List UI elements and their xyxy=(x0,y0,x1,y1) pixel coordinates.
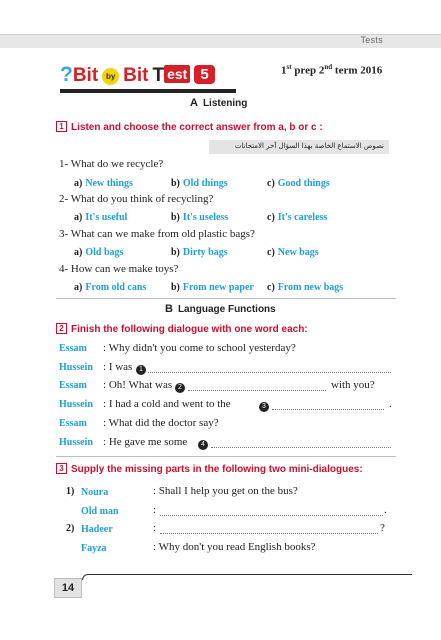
answer-option[interactable]: b) Dirty bags xyxy=(171,247,228,258)
answer-blank[interactable] xyxy=(211,439,391,448)
dialogue-line-end: ? xyxy=(380,522,385,534)
dialogue-line-end: with you? xyxy=(331,379,375,391)
question-text: 1- What do we recycle? xyxy=(59,158,164,170)
dialogue-instruction: 2 Finish the following dialogue with one word each: xyxy=(56,323,308,335)
dialogue-line: : I was xyxy=(103,361,133,373)
answer-option[interactable]: b) Old things xyxy=(171,178,228,189)
answer-blank[interactable] xyxy=(148,364,391,373)
dialogue-line: : Why didn't you come to school yesterday? xyxy=(103,342,296,354)
grade-term-label: 1st prep 2nd term 2016 xyxy=(281,63,383,77)
logo-underline xyxy=(60,89,236,93)
question-mark-icon: ? xyxy=(60,63,73,86)
speaker-name: Essam xyxy=(59,343,87,354)
speaker-name: Hussein xyxy=(59,437,93,448)
answer-option[interactable]: b) It's useless xyxy=(171,212,229,223)
answer-blank[interactable] xyxy=(188,382,326,391)
dialogue-line: : xyxy=(153,504,157,516)
blank-number-icon: 1 xyxy=(136,365,146,375)
arabic-note: نصوص الاستماع الخاصة بهذا السؤال آخر الامتحانات xyxy=(209,140,389,154)
speaker-name: Fayza xyxy=(81,543,107,554)
speaker-name: Hussein xyxy=(59,362,93,373)
speaker-name: Essam xyxy=(59,380,87,391)
answer-option[interactable]: c) From new bags xyxy=(267,282,344,293)
question-text: 3- What can we make from old plastic bags? xyxy=(59,228,255,240)
mini-dialogue-instruction: 3 Supply the missing parts in the following two mini-dialogues: xyxy=(56,463,363,475)
section-title-listening: A Listening xyxy=(190,97,248,109)
section-divider xyxy=(56,298,396,299)
dialogue-line: : xyxy=(153,522,157,534)
section-divider xyxy=(56,456,396,457)
answer-option[interactable]: a) Old bags xyxy=(74,247,124,258)
mini-dialogue-number: 2) xyxy=(66,523,75,534)
speaker-name: Hussein xyxy=(59,399,93,410)
by-badge-icon: by xyxy=(102,68,119,85)
dialogue-line: : Oh! What was xyxy=(103,379,173,391)
dialogue-line: : What did the doctor say? xyxy=(103,417,219,429)
question-number-box: 3 xyxy=(56,463,67,474)
answer-option[interactable]: a) From old cans xyxy=(74,282,147,293)
listening-instruction: 1 Listen and choose the correct answer from a, b or c : xyxy=(56,121,323,133)
test-number-badge: 5 xyxy=(194,65,214,84)
answer-option[interactable]: c) It's careless xyxy=(267,212,328,223)
answer-blank[interactable] xyxy=(160,507,383,516)
mini-dialogue-number: 1) xyxy=(66,486,75,497)
dialogue-line: : I had a cold and went to the xyxy=(103,398,231,410)
answer-option[interactable]: b) From new paper xyxy=(171,282,254,293)
dialogue-line-end: . xyxy=(384,504,387,516)
blank-number-icon: 3 xyxy=(259,402,269,412)
page-number: 14 xyxy=(54,578,82,598)
section-title-language-functions: B Language Functions xyxy=(165,303,276,315)
blank-number-icon: 2 xyxy=(175,383,185,393)
blank-number-icon: 4 xyxy=(198,440,208,450)
speaker-name: Noura xyxy=(81,487,109,498)
answer-option[interactable]: c) New bags xyxy=(267,247,319,258)
section-tab-label: Tests xyxy=(360,35,383,45)
bit-by-bit-logo: ?Bit by Bit T est 5 xyxy=(60,63,240,89)
answer-option[interactable]: c) Good things xyxy=(267,178,330,189)
answer-blank[interactable] xyxy=(272,401,384,410)
footer-frame xyxy=(82,574,412,580)
dialogue-line-end: . xyxy=(389,398,392,410)
question-text: 4- How can we make toys? xyxy=(59,263,179,275)
speaker-name: Essam xyxy=(59,418,87,429)
speaker-name: Old man xyxy=(81,506,119,517)
question-text: 2- What do you think of recycling? xyxy=(59,193,214,205)
dialogue-line: : He gave me some xyxy=(103,436,188,448)
dialogue-line: : Shall I help you get on the bus? xyxy=(153,485,298,497)
speaker-name: Hadeer xyxy=(81,524,113,535)
answer-option[interactable]: a) It's useful xyxy=(74,212,128,223)
question-number-box: 1 xyxy=(56,121,67,132)
answer-blank[interactable] xyxy=(160,525,378,534)
dialogue-line: : Why don't you read English books? xyxy=(153,541,316,553)
question-number-box: 2 xyxy=(56,323,67,334)
answer-option[interactable]: a) New things xyxy=(74,178,133,189)
